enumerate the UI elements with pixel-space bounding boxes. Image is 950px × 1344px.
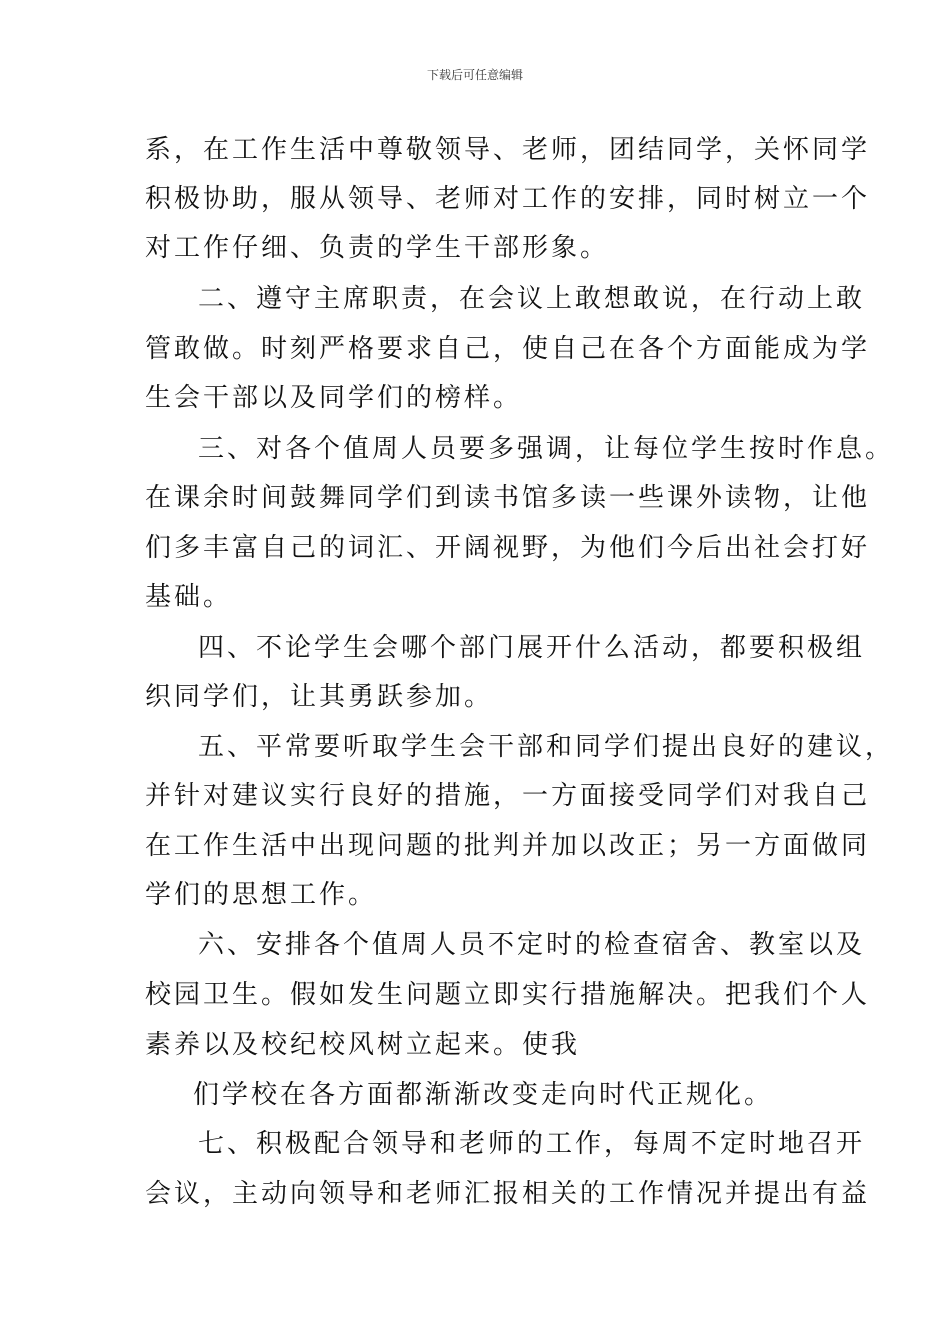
text-line: 生会干部以及同学们的榜样。: [145, 383, 523, 413]
text-line: 并针对建议实行良好的措施，一方面接受同学们对我自己: [145, 781, 871, 811]
text-line: 基础。: [145, 582, 233, 612]
text-line: 积极协助，服从领导、老师对工作的安排，同时树立一个: [145, 184, 871, 214]
text-line: 管敢做。时刻严格要求自己，使自己在各个方面能成为学: [145, 334, 871, 364]
text-line: 们多丰富自己的词汇、开阔视野，为他们今后出社会打好: [145, 533, 871, 563]
text-line: 校园卫生。假如发生问题立即实行措施解决。把我们个人: [145, 980, 871, 1010]
text-line: 素养以及校纪校风树立起来。使我: [145, 1030, 581, 1060]
text-line: 学们的思想工作。: [145, 880, 378, 910]
page-header: 下载后可任意编辑: [426, 68, 523, 82]
text-line: 对工作仔细、负责的学生干部形象。: [145, 233, 610, 263]
text-line: 在课余时间鼓舞同学们到读书馆多读一些课外读物，让他: [145, 483, 871, 513]
text-line: 三、对各个值周人员要多强调，让每位学生按时作息。: [198, 434, 895, 464]
text-line: 五、平常要听取学生会干部和同学们提出良好的建议，: [198, 732, 895, 762]
text-line: 会议，主动向领导和老师汇报相关的工作情况并提出有益: [145, 1179, 871, 1209]
text-line: 们学校在各方面都渐渐改变走向时代正规化。: [193, 1080, 774, 1110]
text-line: 七、积极配合领导和老师的工作，每周不定时地召开: [198, 1129, 866, 1159]
text-line: 四、不论学生会哪个部门展开什么活动，都要积极组: [198, 633, 866, 663]
text-line: 六、安排各个值周人员不定时的检查宿舍、教室以及: [198, 930, 866, 960]
text-line: 系，在工作生活中尊敬领导、老师，团结同学，关怀同学: [145, 135, 871, 165]
text-line: 二、遵守主席职责，在会议上敢想敢说，在行动上敢: [198, 284, 866, 314]
text-line: 在工作生活中出现问题的批判并加以改正；另一方面做同: [145, 831, 871, 861]
text-line: 织同学们，让其勇跃参加。: [145, 682, 494, 712]
